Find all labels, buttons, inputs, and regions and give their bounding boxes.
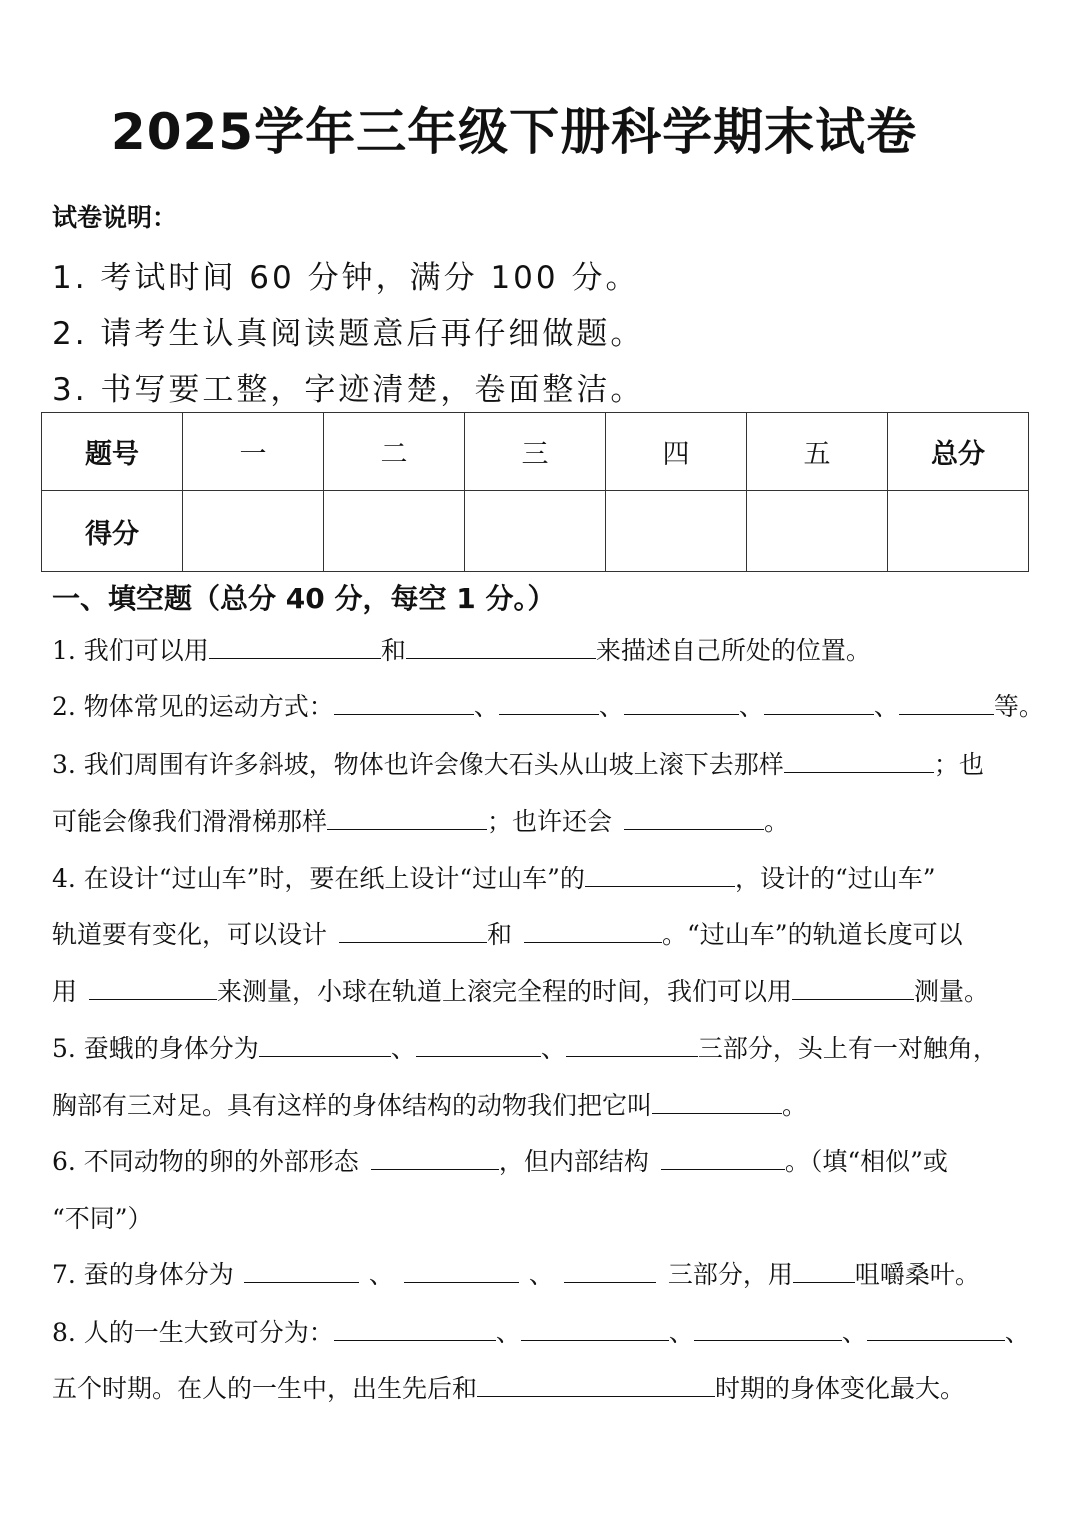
- answer-blank[interactable]: [899, 690, 994, 715]
- score-cell[interactable]: [606, 491, 747, 572]
- question-4-line-3: 用 来测量，小球在轨道上滚完全程的时间，我们可以用 测量。: [52, 977, 990, 1006]
- question-6-line-1: 6. 不同动物的卵的外部形态 ，但内部结构 。（填“相似”或: [52, 1147, 948, 1176]
- answer-blank[interactable]: [477, 1372, 715, 1397]
- answer-blank[interactable]: [624, 805, 764, 830]
- score-cell[interactable]: [747, 491, 888, 572]
- answer-blank[interactable]: [764, 690, 874, 715]
- section-heading: 一、填空题（总分 40 分，每空 1 分。）: [52, 582, 556, 615]
- answer-blank[interactable]: [793, 1258, 855, 1283]
- answer-blank[interactable]: [784, 748, 934, 773]
- answer-blank[interactable]: [339, 918, 487, 943]
- question-2: 2. 物体常见的运动方式： 、 、 、 、 等。: [52, 692, 1044, 721]
- question-4-line-1: 4. 在设计“过山车”时，要在纸上设计“过山车”的 ，设计的“过山车”: [52, 864, 936, 893]
- question-8-line-1: 8. 人的一生大致可分为： 、 、 、 、: [52, 1318, 1030, 1347]
- answer-blank[interactable]: [327, 805, 487, 830]
- question-5-line-1: 5. 蚕蛾的身体分为 、 、 三部分，头上有一对触角，: [52, 1034, 998, 1063]
- header-section-3: 三: [465, 413, 606, 491]
- question-8-line-2: 五个时期。在人的一生中，出生先后和 时期的身体变化最大。: [52, 1374, 966, 1403]
- question-3-line-1: 3. 我们周围有许多斜坡，物体也许会像大石头从山坡上滚下去那样 ；也: [52, 750, 984, 779]
- question-7: 7. 蚕的身体分为 、 、 三部分，用 咀嚼桑叶。: [52, 1260, 980, 1289]
- answer-blank[interactable]: [259, 1032, 391, 1057]
- page-title: 2025学年三年级下册科学期末试卷: [110, 103, 918, 161]
- answer-blank[interactable]: [334, 690, 474, 715]
- score-cell[interactable]: [324, 491, 465, 572]
- score-table-header-row: [42, 413, 1029, 491]
- instructions-label: 试卷说明：: [52, 203, 178, 232]
- answer-blank[interactable]: [416, 1032, 541, 1057]
- answer-blank[interactable]: [661, 1145, 785, 1170]
- answer-blank[interactable]: [334, 1316, 496, 1341]
- answer-blank[interactable]: [499, 690, 599, 715]
- answer-blank[interactable]: [585, 862, 735, 887]
- answer-blank[interactable]: [209, 634, 381, 659]
- answer-blank[interactable]: [521, 1316, 669, 1341]
- header-section-2: 二: [324, 413, 465, 491]
- instruction-item: 2. 请考生认真阅读题意后再仔细做题。: [52, 316, 645, 352]
- question-6-line-2: “不同”）: [52, 1204, 153, 1233]
- score-cell-total[interactable]: [888, 491, 1029, 572]
- answer-blank[interactable]: [564, 1258, 656, 1283]
- answer-blank[interactable]: [652, 1089, 782, 1114]
- answer-blank[interactable]: [792, 975, 914, 1000]
- question-1: 1. 我们可以用 和 来描述自己所处的位置。: [52, 636, 871, 665]
- question-4-line-2: 轨道要有变化，可以设计 和 。“过山车”的轨道长度可以: [52, 920, 963, 949]
- score-table: [41, 412, 1029, 572]
- header-total: 总分: [888, 413, 1029, 491]
- instruction-item: 3. 书写要工整，字迹清楚，卷面整洁。: [52, 372, 645, 408]
- answer-blank[interactable]: [244, 1258, 359, 1283]
- answer-blank[interactable]: [371, 1145, 499, 1170]
- instruction-item: 1. 考试时间 60 分钟，满分 100 分。: [52, 260, 640, 296]
- score-table-score-row: [42, 491, 1029, 572]
- answer-blank[interactable]: [624, 690, 739, 715]
- header-section-4: 四: [606, 413, 747, 491]
- header-section-1: 一: [183, 413, 324, 491]
- question-5-line-2: 胸部有三对足。具有这样的身体结构的动物我们把它叫 。: [52, 1091, 808, 1120]
- answer-blank[interactable]: [694, 1316, 842, 1341]
- header-question-number: 题号: [42, 413, 183, 491]
- score-cell[interactable]: [183, 491, 324, 572]
- answer-blank[interactable]: [867, 1316, 1005, 1341]
- answer-blank[interactable]: [524, 918, 662, 943]
- answer-blank[interactable]: [406, 634, 596, 659]
- question-3-line-2: 可能会像我们滑滑梯那样 ；也许还会 。: [52, 807, 790, 836]
- row-label-score: 得分: [42, 491, 183, 572]
- answer-blank[interactable]: [89, 975, 217, 1000]
- answer-blank[interactable]: [404, 1258, 519, 1283]
- score-cell[interactable]: [465, 491, 606, 572]
- answer-blank[interactable]: [566, 1032, 698, 1057]
- header-section-5: 五: [747, 413, 888, 491]
